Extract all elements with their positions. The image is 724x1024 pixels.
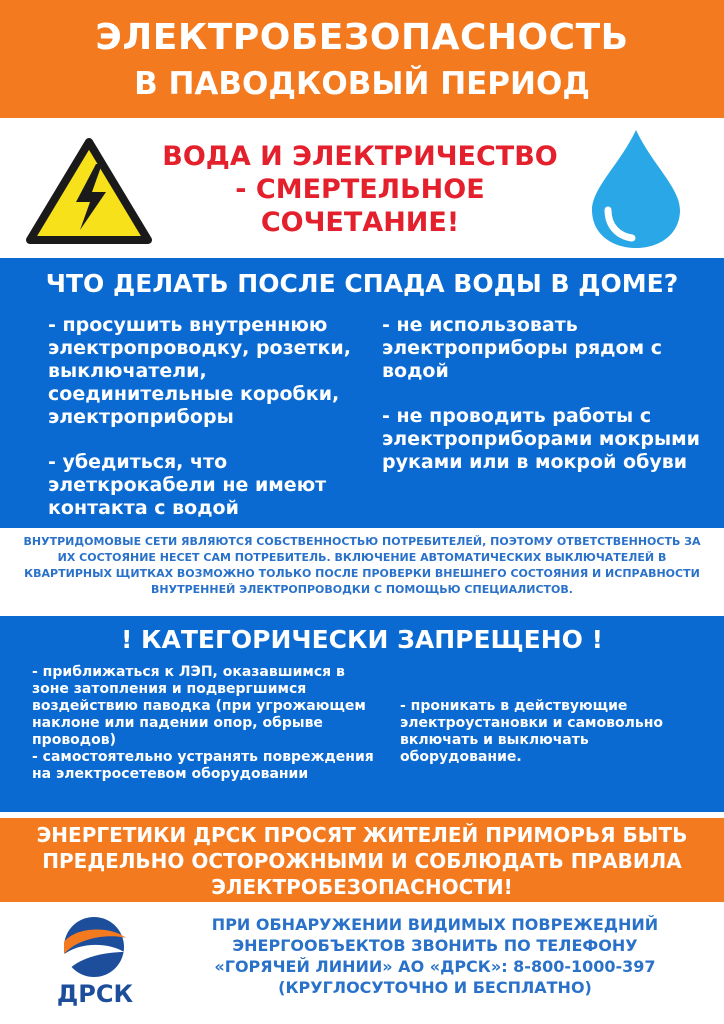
list-item: - самостоятельно устранять повреждения на электросетевом оборудовании: [32, 749, 374, 782]
list-item: - просушить внутреннюю электропроводку, розетки, выключатели, соединительные коробки, электроприборы: [48, 314, 351, 428]
header-banner: [0, 0, 724, 118]
warning-section: [0, 118, 724, 258]
after-flood-left-list: [48, 314, 368, 542]
brand-name: ДРСК: [56, 980, 134, 1008]
after-flood-section: [0, 258, 724, 528]
forbidden-title: ! КАТЕГОРИЧЕСКИ ЗАПРЕЩЕНО !: [120, 625, 604, 654]
ownership-note: ВНУТРИДОМОВЫЕ СЕТИ ЯВЛЯЮТСЯ СОБСТВЕННОСТЬЮ ПОТРЕБИТЕЛЕЙ, ПОЭТОМУ ОТВЕТСТВЕННОСТЬ ЗА ИХ СОСТОЯНИЕ НЕСЕТ САМ ПОТРЕБИТЕЛЬ. ВКЛЮЧЕНИЕ АВТОМАТИЧЕСКИХ ВЫКЛЮЧАТЕЛЕЙ В КВАРТИРНЫХ ЩИТКАХ ВОЗМОЖНО ТОЛЬКО ПОСЛЕ ПРОВЕРКИ ВНЕШНЕГО СОСТОЯНИЯ И ИСПРАВНОСТИ ВНУТРЕННЕЙ ЭЛЕКТРОПРОВОДКИ С ПОМОЩЬЮ СПЕЦИАЛИСТОВ.: [23, 535, 701, 596]
appeal-banner: ЭНЕРГЕТИКИ ДРСК ПРОСЯТ ЖИТЕЛЕЙ ПРИМОРЬЯ БЫТЬ ПРЕДЕЛЬНО ОСТОРОЖНЫМИ И СОБЛЮДАТЬ ПРАВИЛА ЭЛЕКТРОБЕЗОПАСНОСТИ!: [0, 818, 724, 902]
list-item: - не использовать электроприборы рядом с водой: [382, 314, 662, 382]
list-item: - приближаться к ЛЭП, оказавшимся в зоне затопления и подвергшимся воздействию паводка (при угрожающем наклоне или падении опор, обрыве проводов): [32, 664, 366, 748]
page-title: ЭЛЕКТРОБЕЗОПАСНОСТЬ: [95, 17, 629, 58]
list-item: - не проводить работы с электроприборами мокрыми руками или в мокрой обуви: [382, 405, 700, 473]
water-drop-icon: [586, 126, 686, 252]
forbidden-left-list: [32, 664, 382, 783]
forbidden-section: [0, 616, 724, 812]
forbidden-right-list: [400, 698, 710, 766]
hotline-phone: «ГОРЯЧЕЙ ЛИНИИ» АО «ДРСК»: 8-800-1000-397: [214, 957, 656, 976]
list-item: - убедиться, что элеткрокабели не имеют контакта с водой: [48, 451, 327, 519]
after-flood-title: ЧТО ДЕЛАТЬ ПОСЛЕ СПАДА ВОДЫ В ДОМЕ?: [45, 269, 679, 298]
warning-message: ВОДА И ЭЛЕКТРИЧЕСТВО - СМЕРТЕЛЬНОЕ СОЧЕТАНИЕ!: [162, 141, 558, 238]
after-flood-right-list: [382, 314, 702, 496]
page-subtitle: В ПАВОДКОВЫЙ ПЕРИОД: [134, 66, 590, 102]
footer: [0, 902, 724, 1024]
hotline-info: ПРИ ОБНАРУЖЕНИИ ВИДИМЫХ ПОВРЕЖЕДНИЙ ЭНЕРГООБЪЕКТОВ ЗВОНИТЬ ПО ТЕЛЕФОНУ «ГОРЯЧЕЙ ЛИНИИ» АО «ДРСК»: 8-800-1000-397 (КРУГЛОСУТОЧНО И БЕСПЛАТНО): [170, 914, 700, 998]
drsk-logo-icon: [56, 912, 132, 982]
list-item: - проникать в действующие электроустановки и самовольно включать и выключать оборудование.: [400, 698, 663, 765]
